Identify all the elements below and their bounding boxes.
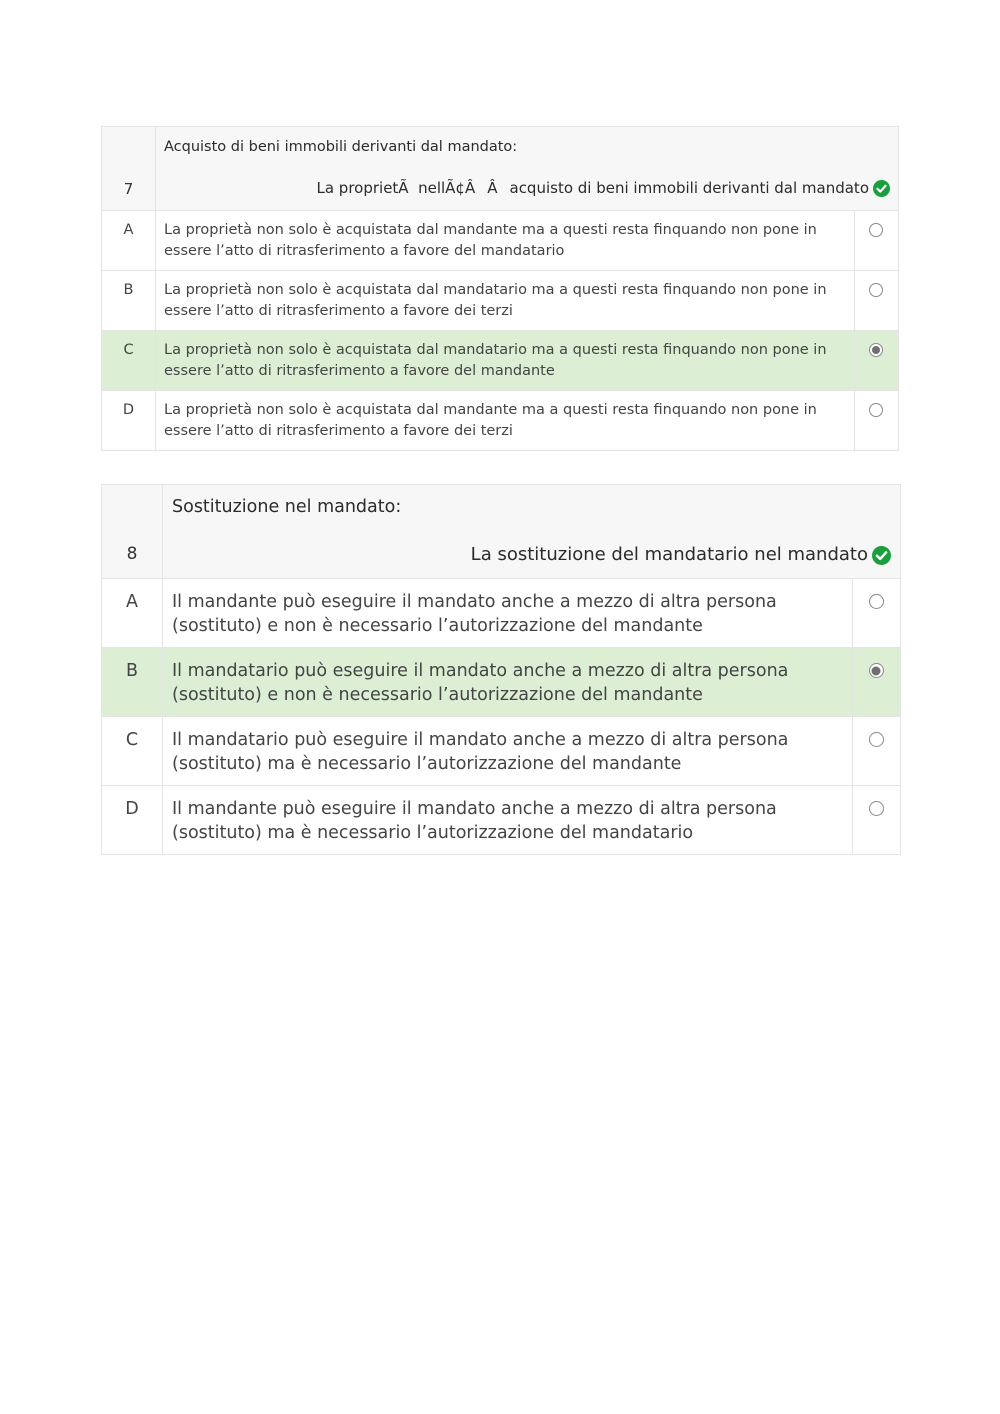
- question-title: Sostituzione nel mandato:: [172, 497, 402, 517]
- option-radio[interactable]: [869, 403, 883, 417]
- option-letter: C: [102, 717, 163, 786]
- option-row-a[interactable]: [102, 579, 901, 648]
- answer-heading: La proprietÃ nellÃ¢ÂÂacquisto di beni immobili derivanti dal mandato: [316, 179, 869, 197]
- option-radio-cell: [852, 786, 900, 855]
- option-letter: D: [102, 786, 163, 855]
- option-radio-selected[interactable]: [869, 343, 883, 357]
- option-radio-cell: [854, 271, 898, 331]
- option-row-d[interactable]: [102, 786, 901, 855]
- option-radio-cell: [854, 211, 898, 271]
- option-text: Il mandatario può eseguire il mandato anche a mezzo di altra persona (sostituto) e non è necessario l’autorizzazione del mandante: [163, 648, 853, 717]
- question-header: [102, 485, 901, 579]
- option-row-b[interactable]: [102, 271, 899, 331]
- option-radio[interactable]: [869, 801, 884, 816]
- option-letter: D: [102, 391, 156, 451]
- option-radio-cell: [852, 717, 900, 786]
- option-text: La proprietà non solo è acquistata dal mandante ma a questi resta finquando non pone in essere l’atto di ritrasferimento a favore dei terzi: [156, 391, 855, 451]
- answer-heading: La sostituzione del mandatario nel mandato: [470, 544, 868, 565]
- check-circle-icon: [872, 546, 891, 565]
- option-letter: C: [102, 331, 156, 391]
- check-circle-icon: [873, 180, 890, 197]
- option-letter: B: [102, 648, 163, 717]
- question-header-cell: [156, 127, 899, 211]
- question-number: 7: [102, 127, 156, 211]
- option-radio-cell: [852, 579, 900, 648]
- option-row-d[interactable]: [102, 391, 899, 451]
- option-radio[interactable]: [869, 594, 884, 609]
- option-text: Il mandatario può eseguire il mandato anche a mezzo di altra persona (sostituto) ma è necessario l’autorizzazione del mandante: [163, 717, 853, 786]
- answer-heading-row: [172, 543, 891, 567]
- option-row-c[interactable]: [102, 717, 901, 786]
- question-header: [102, 127, 899, 211]
- option-letter: A: [102, 579, 163, 648]
- option-radio[interactable]: [869, 732, 884, 747]
- question-number: 8: [102, 485, 163, 579]
- option-text: La proprietà non solo è acquistata dal mandante ma a questi resta finquando non pone in essere l’atto di ritrasferimento a favore del mandatario: [156, 211, 855, 271]
- option-radio[interactable]: [869, 223, 883, 237]
- option-row-b[interactable]: [102, 648, 901, 717]
- option-text: La proprietà non solo è acquistata dal mandatario ma a questi resta finquando non pone in essere l’atto di ritrasferimento a favore del mandante: [156, 331, 855, 391]
- option-text: Il mandante può eseguire il mandato anche a mezzo di altra persona (sostituto) e non è necessario l’autorizzazione del mandante: [163, 579, 853, 648]
- option-row-a[interactable]: [102, 211, 899, 271]
- option-text: Il mandante può eseguire il mandato anche a mezzo di altra persona (sostituto) ma è necessario l’autorizzazione del mandatario: [163, 786, 853, 855]
- option-radio-selected[interactable]: [869, 663, 884, 678]
- question-8-table: [101, 484, 901, 855]
- option-row-c[interactable]: [102, 331, 899, 391]
- answer-heading-row: [164, 178, 890, 199]
- option-radio[interactable]: [869, 283, 883, 297]
- option-radio-cell: [854, 391, 898, 451]
- option-radio-cell: [852, 648, 900, 717]
- question-header-cell: [163, 485, 901, 579]
- option-letter: A: [102, 211, 156, 271]
- option-letter: B: [102, 271, 156, 331]
- option-radio-cell: [854, 331, 898, 391]
- question-7-table: [101, 126, 899, 451]
- question-title: Acquisto di beni immobili derivanti dal mandato:: [164, 139, 518, 155]
- option-text: La proprietà non solo è acquistata dal mandatario ma a questi resta finquando non pone in essere l’atto di ritrasferimento a favore dei terzi: [156, 271, 855, 331]
